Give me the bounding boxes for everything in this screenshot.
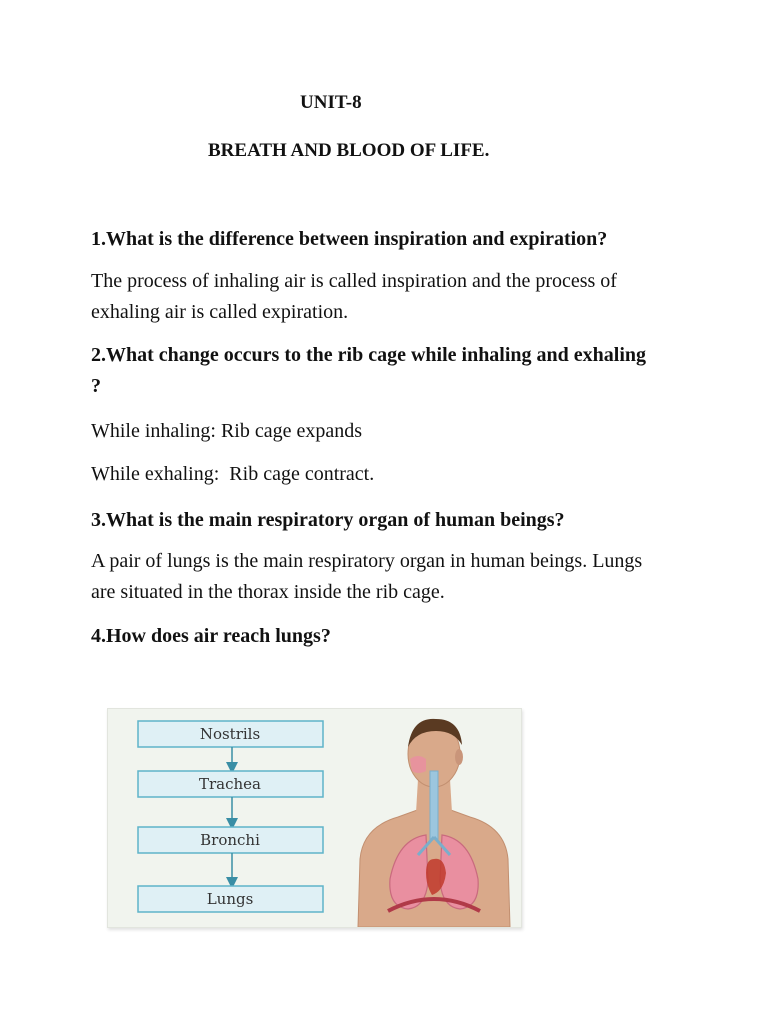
question-2: 2.What change occurs to the rib cage while inhaling and exhaling ? xyxy=(91,344,647,397)
flow-label-trachea: Trachea xyxy=(199,775,261,793)
question-4: 4.How does air reach lungs? xyxy=(91,625,331,647)
airway-diagram xyxy=(108,709,521,927)
question-3: 3.What is the main respiratory organ of human beings? xyxy=(91,509,565,531)
question-1: 1.What is the difference between inspiration and expiration? xyxy=(91,228,608,250)
flow-box-bronchi xyxy=(138,827,323,853)
flow-box-lungs xyxy=(138,886,323,912)
chapter-title: BREATH AND BLOOD OF LIFE. xyxy=(208,140,490,161)
unit-heading: UNIT-8 xyxy=(300,92,362,113)
answer-2-inhaling: While inhaling: Rib cage expands xyxy=(91,420,363,442)
answer-3: A pair of lungs is the main respiratory organ in human beings. Lungs are situated in the thorax inside the rib cage. xyxy=(91,550,643,603)
human-torso-illustration xyxy=(358,719,510,927)
answer-1: The process of inhaling air is called inspiration and the process of exhaling air is called expiration. xyxy=(91,270,617,323)
flow-box-nostrils xyxy=(138,721,323,747)
flow-box-trachea xyxy=(138,771,323,797)
flow-label-lungs: Lungs xyxy=(206,890,254,908)
flow-label-bronchi: Bronchi xyxy=(200,831,260,849)
flow-label-nostrils: Nostrils xyxy=(199,725,261,743)
answer-2-exhaling: While exhaling: Rib cage contract. xyxy=(91,463,375,485)
respiration-figure xyxy=(107,708,522,928)
